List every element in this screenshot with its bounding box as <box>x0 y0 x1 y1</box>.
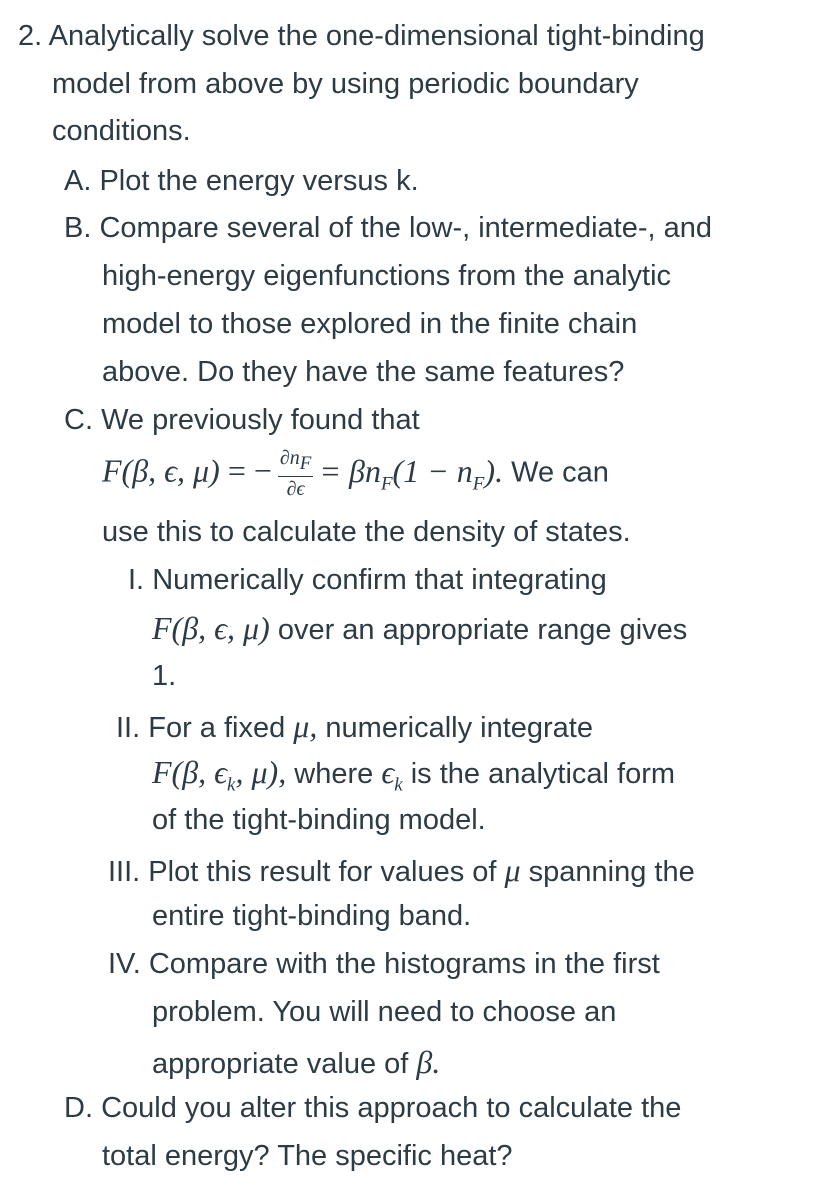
subpart-i-text-2: over an appropriate range gives <box>277 614 688 646</box>
subpart-iv-text-1: Compare with the histograms in the first <box>148 948 660 980</box>
subpart-i-marker: I. <box>128 564 145 596</box>
part-d-text-1: Could you alter this approach to calculate the <box>101 1092 682 1124</box>
part-b-text-1: Compare several of the low-, intermediate-, and <box>99 212 712 244</box>
part-b-line-1 <box>64 214 712 243</box>
part-c-text-3: use this to calculate the density of states. <box>102 516 631 548</box>
eq-rhs: = $\beta n_F(1 - n_F)$. <box>319 452 504 495</box>
part-a-text: Plot the energy versus k. <box>99 165 419 197</box>
part-c-marker: C. <box>64 404 93 436</box>
part-d-marker: D. <box>64 1092 93 1124</box>
subpart-ii-text-3: of the tight-binding model. <box>152 804 486 836</box>
subpart-ii-math-f: F(β, $\epsilon_k$, μ), <box>152 754 287 796</box>
subpart-iii-math-mu: μ <box>504 852 521 888</box>
eq-lhs: F(β, ϵ, μ) <box>102 452 220 489</box>
subpart-i-line-1 <box>128 566 607 595</box>
subpart-iii-line-1 <box>108 854 695 887</box>
part-d-text-2: total energy? The specific heat? <box>102 1140 513 1172</box>
part-a <box>64 167 419 196</box>
subpart-ii-text-1a: For a fixed <box>148 712 286 744</box>
part-b-text-3: model to those explored in the finite chain <box>102 308 638 340</box>
subpart-ii-line-2 <box>152 756 675 794</box>
part-b-text-4: above. Do they have the same features? <box>102 356 625 388</box>
subpart-ii-text-2b: is the analytical form <box>410 758 676 790</box>
part-c-equation <box>102 448 609 500</box>
eq-fraction <box>278 448 314 500</box>
eq-trailing-text: We can <box>511 456 609 489</box>
subpart-iv-math-beta: β. <box>416 1044 441 1080</box>
subpart-ii-text-1b: numerically integrate <box>325 712 593 744</box>
part-b-text-2: high-energy eigenfunctions from the analytic <box>102 260 672 292</box>
part-a-marker: A. <box>64 165 92 197</box>
subpart-i-text-1: Numerically confirm that integrating <box>152 564 607 596</box>
subpart-iv-text-3: appropriate value of <box>152 1048 409 1080</box>
subpart-iv-line-1 <box>108 950 660 979</box>
subpart-iii-text-1a: Plot this result for values of <box>148 856 497 888</box>
eq-equals-minus: = − <box>227 452 272 489</box>
subpart-iv-marker: IV. <box>108 948 141 980</box>
subpart-ii-text-2a: where <box>294 758 374 790</box>
part-b-marker: B. <box>64 212 92 244</box>
part-d-line-1 <box>64 1094 681 1123</box>
subpart-iii-marker: III. <box>108 856 141 888</box>
subpart-ii-math-mu: μ, <box>293 708 318 744</box>
subpart-i-line-2 <box>152 612 687 645</box>
subpart-i-math: F(β, ϵ, μ) <box>152 610 270 646</box>
subpart-iv-line-3 <box>152 1046 440 1079</box>
problem-text-3: conditions. <box>52 115 191 147</box>
part-c-line-1 <box>64 406 420 435</box>
eq-frac-num: $\partial n_F$ <box>278 448 314 477</box>
subpart-i-text-3: 1. <box>152 660 177 692</box>
problem-line-1 <box>18 22 705 51</box>
subpart-ii-math-ek: $\epsilon_k$ <box>381 754 403 796</box>
subpart-iii-text-2: entire tight-binding band. <box>152 900 472 932</box>
problem-text-1: Analytically solve the one-dimensional tight-binding <box>48 20 705 52</box>
problem-number: 2. <box>18 20 43 52</box>
problem-text-2: model from above by using periodic boundary <box>52 68 639 100</box>
subpart-ii-line-1 <box>116 710 593 743</box>
subpart-iv-text-2: problem. You will need to choose an <box>152 996 617 1028</box>
subpart-iii-text-1b: spanning the <box>528 856 695 888</box>
subpart-ii-marker: II. <box>116 712 141 744</box>
eq-frac-den: ∂ϵ <box>286 477 305 500</box>
part-c-text-1: We previously found that <box>101 404 420 436</box>
